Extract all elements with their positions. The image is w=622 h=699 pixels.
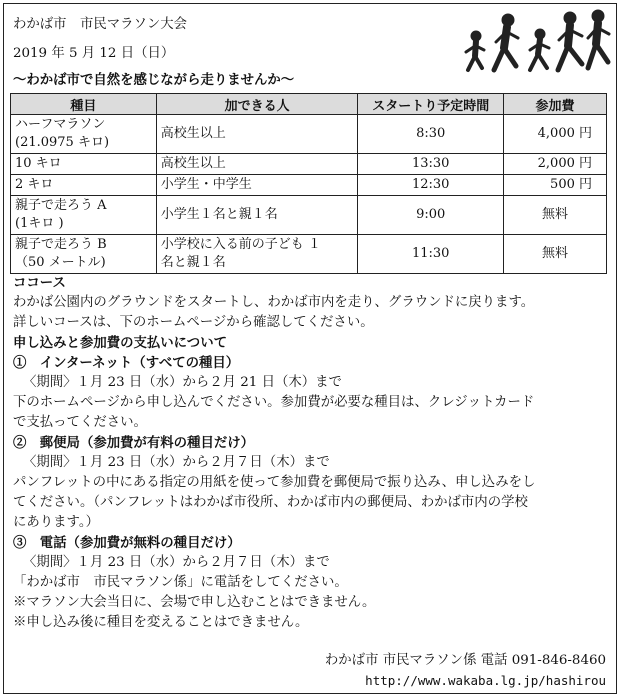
who-cell [156, 115, 358, 154]
col-header-fee: 参加費 [504, 94, 607, 115]
fee-cell: 2,000 円 [504, 154, 607, 175]
event-title: わかば市 市民マラソン大会 [13, 17, 188, 32]
course-heading: ココース [13, 275, 66, 291]
method-internet-heading: ① インターネット（すべての種目） [13, 355, 240, 371]
who-cell [156, 175, 358, 196]
method-post-text: パンフレットの中にある指定の用紙を使って参加費を郵便局で振り込み、申し込みをし [13, 475, 536, 490]
note: ※申し込み後に種目を変えることはできません。 [13, 615, 309, 630]
table-row [11, 235, 607, 274]
event-cell [11, 235, 157, 274]
event-name: 親子で走ろう B [15, 237, 107, 252]
time-cell: 9:00 [358, 196, 504, 235]
event-distance: (1キロ ) [15, 216, 64, 231]
table-row [11, 154, 607, 175]
table-row [11, 175, 607, 196]
fee-cell: 無料 [504, 196, 607, 235]
event-distance: （50 メートル) [15, 255, 106, 270]
event-name: 10 キロ [15, 156, 62, 171]
fee-cell: 無料 [504, 235, 607, 274]
method-phone-heading: ③ 電話（参加費が無料の種目だけ） [13, 535, 241, 551]
event-distance: (21.0975 キロ) [15, 135, 110, 150]
method-internet-text: で支払ってください。 [13, 415, 147, 430]
who-text: 高校生以上 [160, 156, 226, 171]
event-cell [11, 196, 157, 235]
method-post-heading: ② 郵便局（参加費が有料の種目だけ） [13, 435, 255, 451]
table-header-row [11, 94, 607, 115]
apply-heading: 申し込みと参加費の支払いについて [13, 335, 227, 351]
table-row [11, 196, 607, 235]
event-name: 2 キロ [15, 177, 54, 192]
who-text: 名と親１名 [160, 255, 226, 270]
tagline: ～わかば市で自然を感じながら走りませんか～ [13, 72, 295, 88]
who-text: 小学校に入る前の子ども １ [160, 237, 321, 252]
event-name: ハーフマラソン [15, 117, 106, 132]
fee-cell: 4,000 円 [504, 115, 607, 154]
time-cell: 12:30 [358, 175, 504, 196]
col-header-who: 加できる人 [156, 94, 358, 115]
who-cell [156, 154, 358, 175]
event-cell [11, 154, 157, 175]
who-cell [156, 235, 358, 274]
method-phone-text: 「わかば市 市民マラソン係」に電話をしてください。 [13, 575, 348, 590]
time-cell: 11:30 [358, 235, 504, 274]
time-cell: 13:30 [358, 154, 504, 175]
method-post-text: にあります。） [13, 515, 99, 530]
who-cell [156, 196, 358, 235]
website-url[interactable]: http://www.wakaba.lg.jp/hashirou [365, 673, 606, 688]
method-post-period: 〈期間〉１月 23 日（水）から２月７日（木）まで [23, 455, 330, 470]
event-name: 親子で走ろう A [15, 198, 107, 213]
who-text: 小学生１名と親１名 [160, 207, 278, 222]
table-row [11, 115, 607, 154]
time-cell: 8:30 [358, 115, 504, 154]
course-text: わかば公園内のグラウンドをスタートし、わかば市内を走り、グラウンドに戻ります。 [13, 295, 535, 310]
course-text: 詳しいコースは、下のホームページから確認してください。 [13, 315, 374, 330]
note: ※マラソン大会当日に、会場で申し込むことはできません。 [13, 595, 376, 610]
runners-illustration [462, 6, 612, 78]
method-phone-period: 〈期間〉１月 23 日（水）から２月７日（木）まで [23, 555, 330, 570]
contact-info: わかば市 市民マラソン係 電話 091-846-8460 [324, 653, 606, 668]
who-text: 高校生以上 [160, 126, 226, 141]
event-cell [11, 175, 157, 196]
who-text: 小学生・中学生 [160, 177, 252, 192]
col-header-event: 種目 [11, 94, 157, 115]
method-post-text: てください。（パンフレットはわかば市役所、わかば市内の郵便局、わかば市内の学校 [13, 495, 528, 510]
col-header-start-time: スタートり予定時間 [358, 94, 504, 115]
method-internet-text: 下のホームページから申し込んでください。参加費が必要な種目は、クレジットカード [13, 395, 535, 410]
method-internet-period: 〈期間〉１月 23 日（水）から２月 21 日（木）まで [23, 375, 342, 390]
event-date: 2019 年 5 月 12 日（日） [13, 46, 175, 61]
events-table [10, 93, 607, 274]
event-cell [11, 115, 157, 154]
fee-cell: 500 円 [504, 175, 607, 196]
